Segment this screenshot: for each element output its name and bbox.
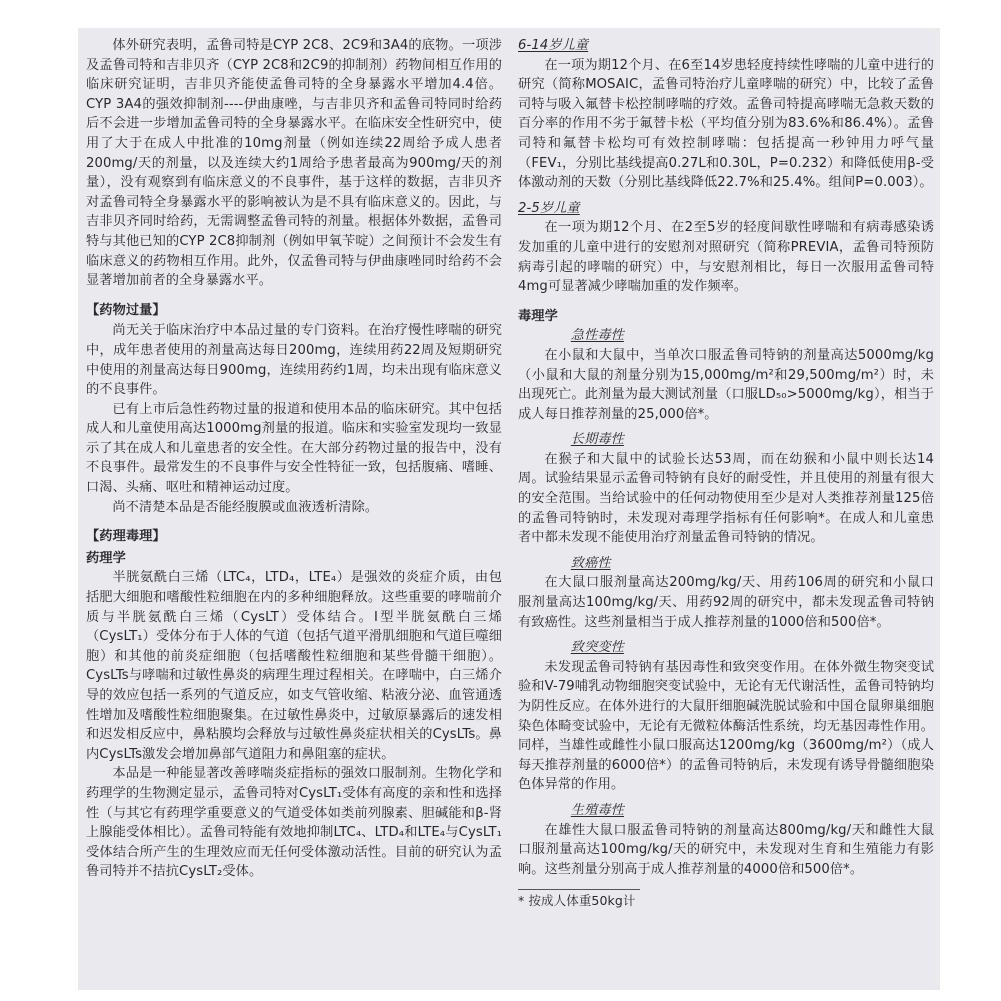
carcinogenicity-paragraph: 在大鼠口服剂量高达200mg/kg/天、用药106周的研究和小鼠口服剂量高达100mg/kg/天、用药92周的研究中，都未发现孟鲁司特钠有致癌性。这些剂量相当于成人推荐剂量的1000倍和500倍*。: [518, 575, 934, 630]
footnote: * 按成人体重50kg计: [518, 893, 636, 909]
carcinogenicity-heading: 致癌性: [570, 555, 611, 571]
right-column: [518, 36, 934, 911]
chronic-toxicity-heading: 长期毒性: [570, 432, 624, 448]
children-6-14-paragraph: 在一项为期12个月、在6至14岁患轻度持续性哮喘的儿童中进行的研究（简称MOSAIC，孟鲁司特治疗儿童哮喘的研究）中，比较了孟鲁司特与吸入氟替卡松控制哮喘的疗效。孟鲁司特提高哮喘无急救天数的百分率的作用不劣于氟替卡松（平均值分别为83.6%和86.4%）。孟鲁司特和氟替卡松均可有效控制哮喘：包括提高一秒钟用力呼气量（FEV₁，分别比基线提高0.27L和0.30L，P=0.232）和降低使用β-受体激动剂的天数（分别比基线降低22.7%和25.4%。组间P=0.003）。: [518, 57, 934, 191]
footnote-divider: [518, 889, 640, 890]
children-2-5-heading: 2-5岁儿童: [518, 200, 580, 216]
pharmacology-subheading: 药理学: [86, 550, 126, 566]
pharmacology-paragraph-2: 本品是一种能显著改善哮喘炎症指标的强效口服制剂。生物化学和药理学的生物测定显示，孟鲁司特对CysLT₁受体有高度的亲和性和选择性（与其它有药理学重要意义的气道受体如类前列腺素、胆碱能和β-肾上腺能受体相比）。孟鲁司特能有效地抑制LTC₄、LTD₄和LTE₄与CysLT₁受体结合所产生的生理效应而无任何受体激动活性。目前的研究认为孟鲁司特并不拮抗CysLT₂受体。: [86, 766, 502, 880]
chronic-toxicity-paragraph: 在猴子和大鼠中的试验长达53周，而在幼猴和小鼠中则长达14周。试验结果显示孟鲁司特钠有良好的耐受性，并且使用的剂量有很大的安全范围。当给试验中的任何动物使用至少是对人类推荐剂量125倍的孟鲁司特钠时，未发现对毒理学指标有任何影响*。在成人和儿童患者中都未发现不能使用治疗剂量孟鲁司特钠的情况。: [518, 451, 934, 546]
overdose-paragraph-2: 已有上市后急性药物过量的报道和使用本品的临床研究。其中包括成人和儿童使用高达1000mg剂量的报道。临床和实验室发现均一致显示了其在成人和儿童患者的安全性。在大部分药物过量的报告中，没有不良事件。最常发生的不良事件与安全性特征一致，包括腹痛、嗜睡、口渴、头痛、呕吐和精神运动过度。: [86, 401, 502, 496]
pharmacology-paragraph-1: 半胱氨酰白三烯（LTC₄，LTD₄，LTE₄）是强效的炎症介质，由包括肥大细胞和嗜酸性粒细胞在内的多种细胞释放。这些重要的哮喘前介质与半胱氨酰白三烯（CysLT）受体结合。I型半胱氨酰白三烯（CysLT₁）受体分布于人体的气道（包括气道平滑肌细胞和气道巨噬细胞）和其他的前炎症细胞（包括嗜酸性粒细胞和某些骨髓干细胞）。CysLTs与哮喘和过敏性鼻炎的病理生理过程相关。在哮喘中，白三烯介导的效应包括一系列的气道反应，如支气管收缩、粘液分泌、血管通透性增加及嗜酸性粒细胞聚集。在过敏性鼻炎中，过敏原暴露后的速发相和迟发相反应中，鼻粘膜均会释放与过敏性鼻炎症状相关的CysLTs。鼻内CysLTs激发会增加鼻部气道阻力和鼻阻塞的症状。: [86, 570, 502, 762]
reproductive-toxicity-paragraph: 在雄性大鼠口服孟鲁司特钠的剂量高达800mg/kg/天和雌性大鼠口服剂量高达100mg/kg/天的研究中，未发现对生育和生殖能力有影响。这些剂量分别高于成人推荐剂量的4000倍和500倍*。: [518, 822, 934, 877]
reproductive-toxicity-heading: 生殖毒性: [570, 802, 624, 818]
document-page: [78, 28, 940, 990]
mutagenicity-paragraph: 未发现孟鲁司特钠有基因毒性和致突变作用。在体外微生物突变试验和V-79哺乳动物细胞突变试验中，无论有无代谢活性，孟鲁司特钠均为阴性反应。在体外进行的大鼠肝细胞碱洗脱试验和中国仓鼠卵巢细胞染色体畸变试验中，无论有无微粒体酶活性系统，均无基因毒性作用。同样，当雄性或雌性小鼠口服高达1200mg/kg（3600mg/m²）（成人每天推荐剂量的6000倍*）的孟鲁司特钠后，未发现有诱导骨髓细胞染色体异常的作用。: [518, 659, 934, 793]
overdose-section-heading: 【药物过量】: [86, 302, 166, 318]
pharmacology-toxicology-section-heading: 【药理毒理】: [86, 529, 166, 545]
left-column: [86, 36, 502, 882]
drug-interaction-paragraph: 体外研究表明，孟鲁司特是CYP 2C8、2C9和3A4的底物。一项涉及孟鲁司特和吉非贝齐（CYP 2C8和2C9的抑制剂）药物间相互作用的临床研究证明，吉非贝齐能使孟鲁司特的全身暴露水平增加4.4倍。CYP 3A4的强效抑制剂----伊曲康唑，与吉非贝齐和孟鲁司特同时给药后不会进一步增加孟鲁司特的全身暴露水平。在临床安全性研究中，使用了大于在成人中批准的10mg剂量（例如连续22周给予成人患者200mg/天的剂量，以及连续大约1周给予患者最高为900mg/天的剂量），没有观察到有临床意义的不良事件，基于这样的数据，吉非贝齐对孟鲁司特全身暴露水平的影响被认为是不具有临床意义的。因此，与吉非贝齐同时给药，无需调整孟鲁司特的剂量。根据体外数据，孟鲁司特与其他已知的CYP 2C8抑制剂（例如甲氧苄啶）之间预计不会发生有临床意义的药物相互作用。此外，仅孟鲁司特与伊曲康唑同时给药不会显著增加前者的全身暴露水平。: [86, 38, 502, 289]
overdose-paragraph-1: 尚无关于临床治疗中本品过量的专门资料。在治疗慢性哮喘的研究中，成年患者使用的剂量高达每日200mg，连续用药22周及短期研究中使用的剂量高达每日900mg，连续用药约1周，均未出现有临床意义的不良事件。: [86, 323, 502, 398]
children-2-5-paragraph: 在一项为期12个月、在2至5岁的轻度间歇性哮喘和有病毒感染诱发加重的儿童中进行的安慰剂对照研究（简称PREVIA，孟鲁司特预防病毒引起的哮喘的研究）中，与安慰剂相比，每日一次服用孟鲁司特4mg可显著减少哮喘加重的发作频率。: [518, 220, 934, 295]
acute-toxicity-paragraph: 在小鼠和大鼠中，当单次口服孟鲁司特钠的剂量高达5000mg/kg（小鼠和大鼠的剂量分别为15,000mg/m²和29,500mg/m²）时，未出现死亡。此剂量为最大测试剂量（口服LD₅₀>5000mg/kg），相当于成人每日推荐剂量的25,000倍*。: [518, 347, 934, 422]
children-6-14-heading: 6-14岁儿童: [518, 38, 589, 53]
mutagenicity-heading: 致突变性: [570, 640, 624, 656]
overdose-paragraph-3: 尚不清楚本品是否能经腹膜或血液透析清除。: [112, 499, 379, 515]
toxicology-subheading: 毒理学: [518, 308, 558, 324]
acute-toxicity-heading: 急性毒性: [570, 328, 624, 344]
